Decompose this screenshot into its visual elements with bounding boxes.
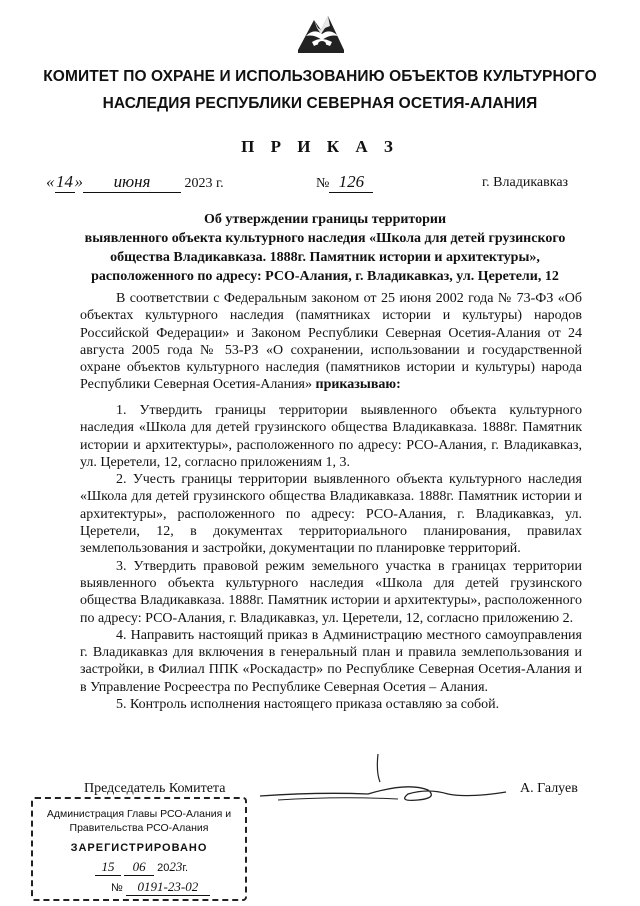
subject-line: Об утверждении границы территории — [203, 212, 447, 227]
stamp-line: Администрация Главы РСО-Алания и — [46, 808, 232, 820]
subject-line: выявленного объекта культурного наследия «Школа для детей грузинского — [84, 231, 566, 246]
subject-line: расположенного по адресу: РСО-Алания, г. Владикавказ, ул. Церетели, 12 — [91, 269, 559, 284]
number-prefix: № — [316, 176, 330, 191]
stamp-month: 06 — [124, 859, 154, 876]
signatory-position: Председатель Комитета — [84, 781, 226, 796]
organization-name-line1: КОМИТЕТ ПО ОХРАНЕ И ИСПОЛЬЗОВАНИЮ ОБЪЕКТОВ КУЛЬТУРНОГО — [43, 68, 597, 85]
order-item: 1. Утвердить границы территории выявленного объекта культурного наследия «Школа для детей грузинского общества Владикавказа. 1888г. Памятник истории и архитектуры», расположенного по адресу: РСО-Алания, г. Владикавказ, ул. Церетели, 12, согласно приложениям 1, 3. — [80, 403, 582, 470]
order-number — [316, 172, 373, 193]
date-year: 2023 г. — [184, 176, 224, 191]
eagle-emblem-icon — [292, 6, 350, 60]
handwritten-signature — [258, 752, 508, 807]
order-subject — [70, 210, 580, 286]
subject-line: общества Владикавказа. 1888г. Памятник истории и архитектуры», — [110, 250, 540, 265]
order-item: 5. Контроль исполнения настоящего приказа оставляю за собой. — [116, 697, 500, 713]
stamp-number — [111, 879, 210, 896]
preamble — [80, 290, 582, 394]
number-value: 126 — [329, 172, 373, 193]
order-item: 3. Утвердить правовой режим земельного участка в границах территории выявленного объекта культурного наследия «Школа для детей грузинского общества Владикавказа. 1888г. Памятник истории и архитектуры», расположенного по адресу: РСО-Алания, г. Владикавказ, ул. Церетели, 12, согласно приложению 2. — [80, 558, 582, 626]
date-day: 14 — [56, 172, 73, 191]
organization-name-line2: НАСЛЕДИЯ РЕСПУБЛИКИ СЕВЕРНАЯ ОСЕТИЯ-АЛАНИЯ — [102, 95, 538, 112]
registration-stamp — [31, 797, 247, 901]
signatory-name: А. Галуев — [520, 781, 578, 796]
order-date — [46, 172, 224, 193]
city: г. Владикавказ — [482, 175, 569, 190]
stamp-number-prefix: № — [111, 882, 123, 894]
stamp-number-value: 0191-23-02 — [126, 879, 210, 896]
date-month: июня — [83, 172, 181, 193]
stamp-line: Правительства РСО-Алания — [69, 822, 209, 834]
preamble-directive: приказываю: — [315, 377, 401, 393]
document-title: П Р И К А З — [241, 137, 399, 156]
stamp-day: 15 — [95, 859, 121, 876]
date-close-quote: » — [74, 172, 83, 191]
preamble-text: В соответствии с Федеральным законом от 25 июня 2002 года № 73-ФЗ «Об объектах культурного наследия (памятниках истории и культуры) народов Российской Федерации» и Законом Республики Северная Осетия-Алания от 24 августа 2005 года № 53-РЗ «О сохранении, использовании и государственной охране объектов культурного наследия (памятников истории и культуры) народа Республики Северная Осетия-Алания» — [80, 291, 582, 393]
stamp-year-suffix: 23 — [169, 859, 183, 874]
order-item: 2. Учесть границы территории выявленного объекта культурного наследия «Школа для детей грузинского общества Владикавказа. 1888г. Памятник истории и архитектуры», расположенного по адресу: РСО-Алания, г. Владикавказ, ул. Церетели, 12, в документах территориального планирования, правилах землепользования и застройки, документации по планировке территорий. — [80, 472, 582, 557]
stamp-year-end: г. — [182, 862, 189, 874]
stamp-year-prefix: 20 — [157, 862, 170, 874]
order-item: 4. Направить настоящий приказ в Администрацию местного самоуправления г. Владикавказ для включения в генеральный план и правила землепользования и застройки, в Филиал ППК «Роскадастр» по Республике Северная Осетия-Алания и в Управление Росреестра по Республике Северная Осетия – Алания. — [80, 627, 582, 695]
stamp-date — [95, 859, 188, 876]
date-open-quote: « — [46, 172, 55, 191]
stamp-status: ЗАРЕГИСТРИРОВАНО — [70, 842, 208, 854]
order-items — [80, 402, 582, 713]
